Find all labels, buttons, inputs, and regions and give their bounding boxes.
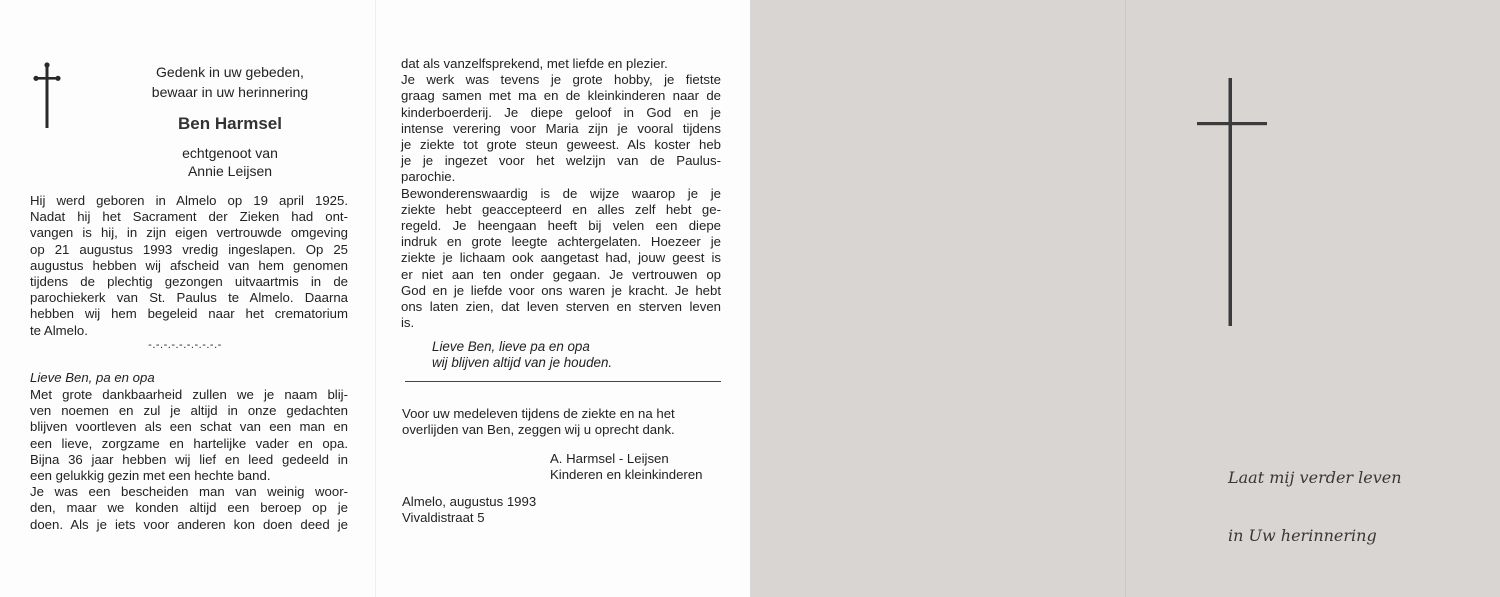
continuation-line: er niet aan ten onder gegaan. Je vertrouwen op: [401, 266, 721, 282]
biography: [30, 193, 348, 339]
continuation-line: is.: [401, 315, 415, 331]
tribute-line: blijven voortleven als een schat van een man en: [30, 419, 348, 435]
bio-line: augustus hebben wij afscheid van hem genomen: [30, 257, 348, 273]
address-line: Vivaldistraat 5: [402, 510, 485, 526]
cover-back-panel: [750, 0, 1125, 597]
tribute-line: een gelukkig gezin met een hechte band.: [30, 468, 271, 484]
spouse-name: Annie Leijsen: [187, 163, 273, 179]
cover-line: in Uw herinnering: [1228, 526, 1377, 545]
tribute-text: [30, 387, 348, 533]
fold-line: [375, 0, 376, 597]
cover-line: Laat mij verder leven: [1228, 468, 1402, 487]
thanks-text: [402, 406, 722, 438]
continuation-line: God en je liefde voor ons waren je kracht. Je hebt: [401, 282, 721, 298]
signature-block: [550, 451, 740, 483]
header-verse: [110, 62, 350, 102]
continuation-line: je je ingezet voor het welzijn van de Paulus-: [401, 153, 721, 169]
verse-line: Gedenk in uw gebeden,: [156, 64, 304, 80]
small-cross-icon: [30, 60, 64, 132]
continuation-line: ziekte hebt geaccepteerd en alles zelf hebt ge-: [401, 201, 721, 217]
bio-line: Hij werd geboren in Almelo op 19 april 1925.: [30, 193, 348, 208]
continuation-line: ziekte je lichaam ook aangetast had, jouw geest is: [401, 250, 721, 266]
thanks-line: Voor uw medeleven tijdens de ziekte en na het: [402, 406, 675, 421]
continuation-line: graag samen met ma en de kleinkinderen naar de: [401, 88, 721, 104]
continuation-line: je ziekte tot grote steun geweest. Als koster heb: [401, 137, 721, 153]
farewell-text: [432, 339, 722, 371]
continuation-line: intense verering voor Maria zijn je vooral tijdens: [401, 120, 721, 136]
horizontal-divider: [405, 381, 721, 382]
tribute-line: ven noemen en zul je altijd in onze gedachten: [30, 403, 348, 419]
tribute-line: Bijna 36 jaar hebben wij lief en leed gedeeld in: [30, 451, 348, 467]
continuation-line: dat als vanzelfsprekend, met liefde en plezier.: [401, 56, 668, 71]
tribute-line: doen. Als je iets voor anderen kon doen deed je: [30, 516, 348, 532]
bio-line: op 21 augustus 1993 vredig ingeslapen. Op 25: [30, 241, 348, 257]
tribute-line: Je was een bescheiden man van weinig woor-: [30, 484, 348, 500]
bio-line: parochiekerk van St. Paulus te Almelo. Daarna: [30, 290, 348, 306]
bio-line: hebben wij hem begeleid naar het crematorium: [30, 306, 348, 322]
tribute-line: een lieve, zorgzame en hartelijke vader en opa.: [30, 435, 348, 451]
continuation-line: indruk en grote leegte achtergelaten. Hoezeer je: [401, 234, 721, 250]
bio-line: te Almelo.: [30, 322, 88, 338]
continuation-line: ons laten zien, dat leven sterven en sterven leven: [401, 299, 721, 315]
tribute-line: den, maar we konden altijd een beroep op je: [30, 500, 348, 516]
signature-name: A. Harmsel - Leijsen: [550, 451, 669, 466]
continuation-line: Bewonderenswaardig is de wijze waarop je je: [401, 185, 721, 201]
fold-line: [1125, 0, 1126, 597]
tribute-address: Lieve Ben, pa en opa: [30, 370, 155, 385]
place-date-line: Almelo, augustus 1993: [402, 494, 537, 509]
continuation-text: [401, 56, 721, 331]
signature-family: Kinderen en kleinkinderen: [550, 467, 703, 483]
continuation-line: regeld. Je heengaan heeft bij velen een diepe: [401, 218, 721, 234]
farewell-line: Lieve Ben, lieve pa en opa: [432, 339, 590, 354]
large-cross-icon: [1196, 76, 1268, 328]
spouse-info: [110, 144, 350, 180]
verse-line: bewaar in uw herinnering: [151, 84, 309, 100]
thanks-line: overlijden van Ben, zeggen wij u oprecht dank.: [402, 422, 675, 438]
bio-line: tijdens de plechtig gezongen uitvaartmis in de: [30, 274, 348, 290]
section-separator: -.-.-.-.-.-.-.-.-.-: [148, 339, 222, 351]
cover-front-panel: [1125, 0, 1500, 597]
continuation-line: Je werk was tevens je grote hobby, je fietste: [401, 72, 721, 88]
spouse-label: echtgenoot van: [182, 145, 278, 161]
bio-line: vangen is hij, in zijn eigen vertrouwde omgeving: [30, 225, 348, 241]
farewell-line: wij blijven altijd van je houden.: [432, 355, 613, 371]
tribute-line: Met grote dankbaarheid zullen we je naam blij-: [30, 387, 348, 402]
continuation-line: kinderboerderij. Je diepe geloof in God en je: [401, 104, 721, 120]
continuation-line: parochie.: [401, 169, 456, 185]
deceased-name: Ben Harmsel: [178, 114, 282, 133]
bio-line: Nadat hij het Sacrament der Zieken had ont-: [30, 209, 348, 225]
place-and-date: [402, 494, 652, 526]
